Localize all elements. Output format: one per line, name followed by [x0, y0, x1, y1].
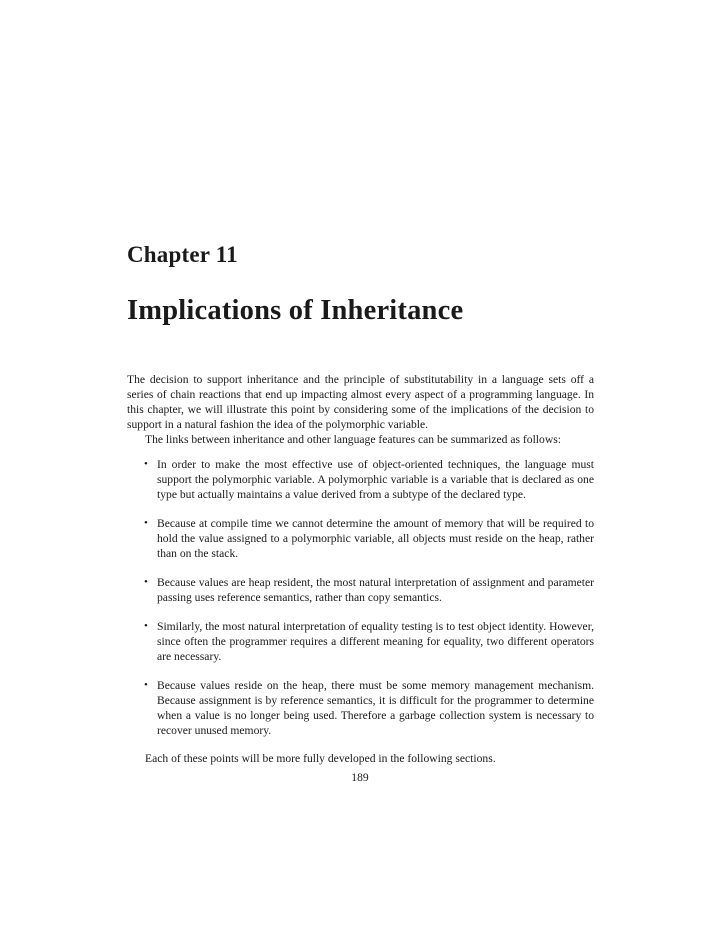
list-item — [127, 457, 594, 502]
bullet-marker: • — [144, 517, 148, 529]
chapter-body — [127, 372, 594, 766]
page-number: 189 — [351, 771, 369, 784]
list-item — [127, 619, 594, 664]
closing-paragraph: Each of these points will be more fully developed in the following sections. — [145, 752, 496, 765]
summary-lead-paragraph: The links between inheritance and other language features can be summarized as follows: — [145, 433, 561, 446]
bullet-marker: • — [144, 576, 148, 588]
list-item-text: Because values are heap resident, the most natural interpretation of assignment and parameter passing uses reference semantics, rather than copy semantics. — [157, 576, 594, 604]
list-item-text: Similarly, the most natural interpretation of equality testing is to test object identity. However, since often the programmer requires a different meaning for equality, two different operators are necessary. — [157, 620, 594, 663]
list-item — [127, 575, 594, 605]
chapter-title: Implications of Inheritance — [127, 295, 464, 326]
chapter-number: Chapter 11 — [127, 242, 238, 267]
list-item-text: Because at compile time we cannot determine the amount of memory that will be required to hold the value assigned to a polymorphic variable, all objects must reside on the heap, rather than on the stack. — [157, 517, 594, 560]
bullet-marker: • — [144, 620, 148, 632]
list-item — [127, 516, 594, 561]
bullet-marker: • — [144, 679, 148, 691]
implications-list — [127, 457, 594, 738]
list-item-text: In order to make the most effective use of object-oriented techniques, the language must support the polymorphic variable. A polymorphic variable is a variable that is declared as one type but actually maintains a value derived from a subtype of the declared type. — [157, 458, 594, 501]
list-item — [127, 678, 594, 738]
list-item-text: Because values reside on the heap, there must be some memory management mechanism. Because assignment is by reference semantics, it is difficult for the programmer to determine when a value is no longer being used. Therefore a garbage collection system is necessary to recover unused memory. — [157, 679, 594, 737]
intro-paragraph: The decision to support inheritance and the principle of substitutability in a language sets off a series of chain reactions that end up impacting almost every aspect of a programming language. In this chapter, we will illustrate this point by considering some of the implications of the decision to support in a natural fashion the idea of the polymorphic variable. — [127, 373, 594, 431]
bullet-marker: • — [144, 458, 148, 470]
